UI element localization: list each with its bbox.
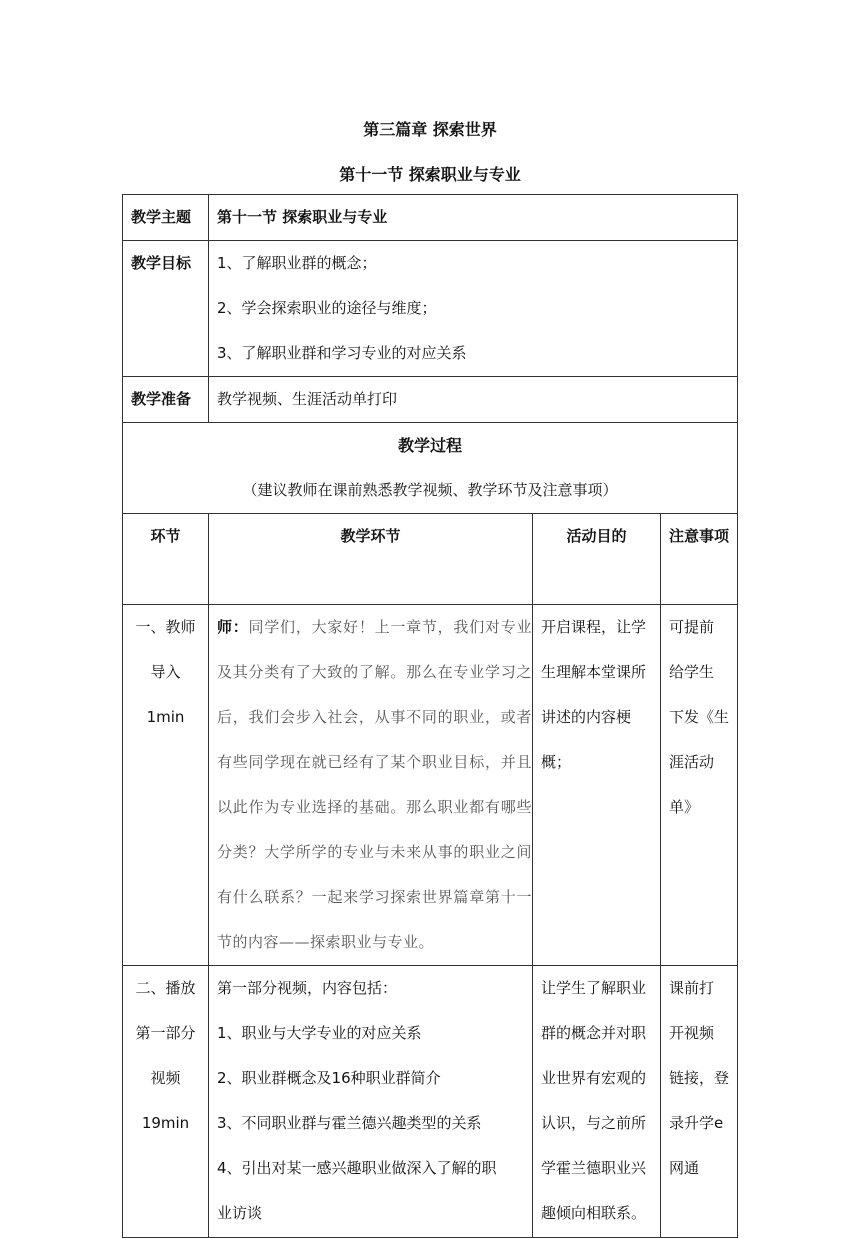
process-note: （建议教师在课前熟悉教学视频、教学环节及注意事项）	[242, 481, 618, 499]
topic-label: 教学主题	[123, 195, 209, 241]
process-header	[123, 423, 738, 514]
objectives-list	[209, 241, 738, 377]
chapter-title: 第三篇章 探索世界	[363, 120, 497, 139]
stage-cell	[123, 966, 209, 1238]
notes-line: 单》	[669, 798, 700, 816]
purpose-line: 让学生了解职业	[541, 979, 647, 997]
notes-line: 可提前	[669, 618, 715, 636]
notes-cell	[661, 605, 738, 966]
column-header-row	[123, 514, 738, 605]
purpose-line: 学霍兰德职业兴	[541, 1159, 647, 1177]
objective-item: 2、学会探索职业的途径与维度；	[217, 299, 437, 317]
col-notes-header: 注意事项	[661, 514, 738, 605]
content-line: 业访谈	[217, 1204, 263, 1222]
stage-line: 导入	[150, 663, 181, 681]
content-line: 2、职业群概念及16种职业群简介	[217, 1069, 441, 1087]
content-line: 第一部分视频，内容包括：	[217, 979, 398, 997]
stage-line: 一、教师	[135, 618, 196, 636]
notes-line: 给学生	[669, 663, 715, 681]
content-line: 1、职业与大学专业的对应关系	[217, 1024, 422, 1042]
purpose-line: 概；	[541, 753, 572, 771]
purpose-line: 群的概念并对职	[541, 1024, 647, 1042]
objective-item: 3、了解职业群和学习专业的对应关系	[217, 344, 467, 362]
col-stage-header: 环节	[123, 514, 209, 605]
purpose-line: 生理解本堂课所	[541, 663, 647, 681]
teacher-label: 师：	[217, 618, 249, 636]
preparation-value: 教学视频、生涯活动单打印	[209, 377, 738, 423]
purpose-line: 讲述的内容梗	[541, 708, 632, 726]
col-purpose-header: 活动目的	[533, 514, 661, 605]
notes-line: 下发《生	[669, 708, 730, 726]
topic-row	[123, 195, 738, 241]
content-line: 4、引出对某一感兴趣职业做深入了解的职	[217, 1159, 497, 1177]
process-title: 教学过程	[398, 436, 463, 455]
stage-line: 视频	[150, 1069, 181, 1087]
teacher-script: 同学们，大家好！上一章节，我们对专业及其分类有了大致的了解。那么在专业学习之后，我们会步入社会，从事不同的职业，或者有些同学现在就已经有了某个职业目标，并且以此作为专业选择的基础。那么职业都有哪些分类？大学所学的专业与未来从事的职业之间有什么联系？一起来学习探索世界篇章第十一节的内容——探索职业与专业。	[217, 618, 532, 951]
purpose-line: 趣倾向相联系。	[541, 1204, 647, 1222]
notes-line: 开视频	[669, 1024, 715, 1042]
process-header-row	[123, 423, 738, 514]
preparation-label: 教学准备	[123, 377, 209, 423]
col-content-header: 教学环节	[209, 514, 533, 605]
stage-line: 二、播放	[135, 979, 196, 997]
purpose-cell	[533, 966, 661, 1238]
section-title: 第十一节 探索职业与专业	[339, 165, 521, 184]
notes-cell	[661, 966, 738, 1238]
purpose-line: 业世界有宏观的	[541, 1069, 647, 1087]
preparation-row	[123, 377, 738, 423]
purpose-cell	[533, 605, 661, 966]
purpose-line: 认识，与之前所	[541, 1114, 647, 1132]
stage-line: 19min	[141, 1114, 190, 1132]
notes-line: 涯活动	[669, 753, 715, 771]
stage-cell	[123, 605, 209, 966]
objectives-label: 教学目标	[123, 241, 209, 377]
content-cell	[209, 605, 533, 966]
content-cell	[209, 966, 533, 1238]
topic-value: 第十一节 探索职业与专业	[209, 195, 738, 241]
notes-line: 课前打	[669, 979, 715, 997]
table-row	[123, 966, 738, 1238]
objectives-row	[123, 241, 738, 377]
notes-line: 网通	[669, 1159, 700, 1177]
stage-line: 1min	[146, 708, 185, 726]
stage-line: 第一部分	[135, 1024, 196, 1042]
purpose-line: 开启课程，让学	[541, 618, 647, 636]
notes-line: 链接，登	[669, 1069, 730, 1087]
table-row	[123, 605, 738, 966]
objective-item: 1、了解职业群的概念；	[217, 254, 377, 272]
notes-line: 录升学e	[669, 1114, 724, 1132]
lesson-plan-table	[122, 194, 738, 1238]
content-line: 3、不同职业群与霍兰德兴趣类型的关系	[217, 1114, 482, 1132]
